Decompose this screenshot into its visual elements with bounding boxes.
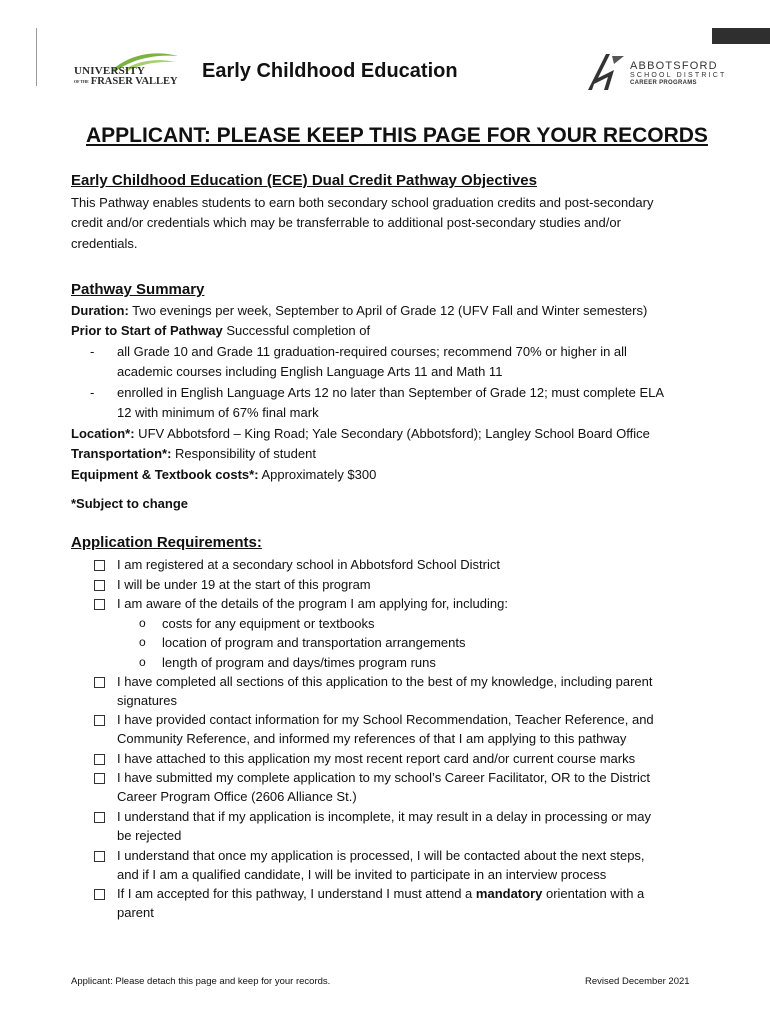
requirement-2-line-1: I will be under 19 at the start of this program xyxy=(117,577,371,592)
requirement-checkbox-3[interactable] xyxy=(94,599,105,610)
transport-value: Responsibility of student xyxy=(171,446,316,461)
prior-value: Successful completion of xyxy=(222,323,371,338)
footer-note: Applicant: Please detach this page and keep for your records. xyxy=(71,976,331,987)
duration-value: Two evenings per week, September to April of Grade 12 (UFV Fall and Winter semesters) xyxy=(128,303,648,318)
ufv-logo-fraser-valley: FRASER VALLEY xyxy=(90,76,178,87)
bullet-1-line-1: all Grade 10 and Grade 11 graduation-required courses; recommend 70% or higher in all xyxy=(117,344,627,359)
transport-line xyxy=(71,446,316,461)
requirement-5-line-2: Community Reference, and informed my references of that I am applying to this pathway xyxy=(117,731,627,746)
requirement-checkbox-8[interactable] xyxy=(94,812,105,823)
location-value: UFV Abbotsford – King Road; Yale Secondary (Abbotsford); Langley School Board Office xyxy=(134,426,650,441)
equipment-label: Equipment & Textbook costs*: xyxy=(71,467,259,482)
requirement-checkbox-6[interactable] xyxy=(94,754,105,765)
sub-bullet-2: location of program and transportation arrangements xyxy=(162,635,466,650)
duration-label: Duration: xyxy=(71,303,129,318)
sub-bullet-marker-3: o xyxy=(139,655,146,669)
requirement-1-line-1: I am registered at a secondary school in Abbotsford School District xyxy=(117,557,500,572)
bullet-1-line-2: academic courses including English Language Arts 11 and Math 11 xyxy=(117,364,503,379)
requirement-checkbox-1[interactable] xyxy=(94,560,105,571)
objectives-title: Early Childhood Education (ECE) Dual Credit Pathway Objectives xyxy=(71,172,537,189)
objectives-line-1: This Pathway enables students to earn both secondary school graduation credits and post-secondary xyxy=(71,195,654,210)
sub-bullet-marker-2: o xyxy=(139,635,146,649)
equipment-line xyxy=(71,467,376,482)
requirement-10-line-1 xyxy=(117,886,644,901)
bullet-dash-1: - xyxy=(90,344,95,359)
requirement-10-line-2: parent xyxy=(117,905,154,920)
requirement-checkbox-9[interactable] xyxy=(94,851,105,862)
sub-bullet-3: length of program and days/times program runs xyxy=(162,655,436,670)
requirement-3-line-1: I am aware of the details of the program I am applying for, including: xyxy=(117,596,508,611)
header-title: Early Childhood Education xyxy=(202,60,458,82)
objectives-line-2: credit and/or credentials which may be transferrable to additional post-secondary studies and/or xyxy=(71,215,621,230)
prior-label: Prior to Start of Pathway xyxy=(71,323,223,338)
footer-revision: Revised December 2021 xyxy=(585,976,690,987)
requirement-10-bold: mandatory xyxy=(475,886,543,901)
prior-line xyxy=(71,323,370,338)
ufv-logo-line1: UNIVERSITY xyxy=(74,65,146,77)
duration-line xyxy=(71,303,647,318)
abbotsford-logo-line3: CAREER PROGRAMS xyxy=(630,80,697,86)
bullet-2-line-2: 12 with minimum of 67% final mark xyxy=(117,405,319,420)
requirement-8-line-2: be rejected xyxy=(117,828,182,843)
left-margin-rule xyxy=(36,28,37,86)
sub-bullet-marker-1: o xyxy=(139,616,146,630)
main-heading: APPLICANT: PLEASE KEEP THIS PAGE FOR YOUR RECORDS xyxy=(86,124,708,147)
sub-bullet-1: costs for any equipment or textbooks xyxy=(162,616,375,631)
requirement-6-line-1: I have attached to this application my most recent report card and/or current course marks xyxy=(117,751,636,766)
equipment-value: Approximately $300 xyxy=(258,467,377,482)
requirement-9-line-1: I understand that once my application is processed, I will be contacted about the next steps, xyxy=(117,848,645,863)
requirement-checkbox-4[interactable] xyxy=(94,677,105,688)
requirement-4-line-1: I have completed all sections of this application to the best of my knowledge, including parent xyxy=(117,674,653,689)
location-line xyxy=(71,426,650,441)
ufv-logo xyxy=(70,50,180,90)
abbotsford-logo-line2: SCHOOL DISTRICT xyxy=(630,72,727,79)
summary-title: Pathway Summary xyxy=(71,281,205,298)
transport-label: Transportation*: xyxy=(71,446,172,461)
requirement-checkbox-2[interactable] xyxy=(94,580,105,591)
ufv-logo-line2 xyxy=(74,76,178,87)
requirement-checkbox-5[interactable] xyxy=(94,715,105,726)
bullet-2-line-1: enrolled in English Language Arts 12 no later than September of Grade 12; must complete ELA xyxy=(117,385,665,400)
requirement-10-post: orientation with a xyxy=(542,886,645,901)
requirement-4-line-2: signatures xyxy=(117,693,177,708)
location-label: Location*: xyxy=(71,426,135,441)
requirement-7-line-1: I have submitted my complete application to my school’s Career Facilitator, OR to the District xyxy=(117,770,650,785)
top-right-bar xyxy=(712,28,770,44)
objectives-line-3: credentials. xyxy=(71,236,138,251)
requirements-title: Application Requirements: xyxy=(71,534,262,551)
abbotsford-logo-line1: ABBOTSFORD xyxy=(630,60,718,72)
abbotsford-logo xyxy=(584,50,727,94)
requirement-9-line-2: and if I am a qualified candidate, I will be invited to participate in an interview process xyxy=(117,867,607,882)
ufv-logo-ofthe: OF THE xyxy=(74,79,89,85)
requirement-5-line-1: I have provided contact information for my School Recommendation, Teacher Reference, and xyxy=(117,712,654,727)
requirement-7-line-2: Career Program Office (2606 Alliance St.) xyxy=(117,789,357,804)
requirement-8-line-1: I understand that if my application is incomplete, it may result in a delay in processing or may xyxy=(117,809,651,824)
requirement-checkbox-10[interactable] xyxy=(94,889,105,900)
abbotsford-a-icon xyxy=(584,50,628,94)
subject-to-change-note: *Subject to change xyxy=(71,496,189,511)
requirement-checkbox-7[interactable] xyxy=(94,773,105,784)
requirement-10-pre: If I am accepted for this pathway, I understand I must attend a xyxy=(117,886,476,901)
bullet-dash-2: - xyxy=(90,385,95,400)
